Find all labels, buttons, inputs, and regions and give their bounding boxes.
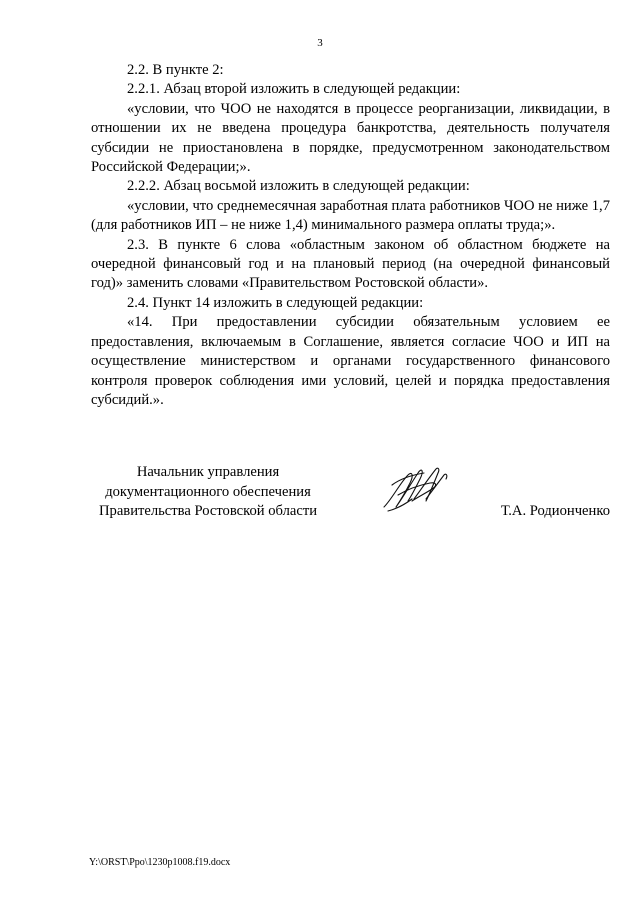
paragraph-2-2-1-text: «условии, что ЧОО не находятся в процессе реорганизации, ликвидации, в отношении их не введена процедура банкротства, деятельность получателя субсидии не приостановлена в порядке, предусмотренном законодательством Российской Федерации;».: [91, 100, 610, 176]
paragraph-2-4: 2.4. Пункт 14 изложить в следующей редакции:: [127, 294, 424, 311]
paragraph-2-2-2: 2.2.2. Абзац восьмой изложить в следующей редакции:: [127, 178, 470, 195]
signatory-title-line-1: Начальник управления: [136, 464, 280, 480]
paragraph-2-2-1: 2.2.1. Абзац второй изложить в следующей редакции:: [127, 81, 461, 98]
page-number: 3: [317, 37, 323, 49]
paragraph-2-4-text: «14. При предоставлении субсидии обязательным условием ее предоставления, включаемым в Соглашение, является согласие ЧОО и ИП на осуществление министерством и органами государственного финансового контроля проверок соблюдения ими условий, целей и порядка предоставления субсидий.».: [91, 314, 610, 408]
signature-block: [88, 463, 610, 533]
signatory-title: [88, 463, 328, 522]
paragraph-2-2: 2.2. В пункте 2:: [127, 62, 224, 78]
paragraph-2-3: 2.3. В пункте 6 слова «областным законом об областном бюджете на очередной финансовый год и на плановый период (на очередной финансовый год)» заменить словами «Правительством Ростовской области».: [91, 236, 610, 292]
signatory-title-line-2: документационного обеспечения: [105, 483, 311, 500]
file-path-footer: Y:\ORST\Ppo\1230p1008.f19.docx: [89, 857, 231, 868]
document-body: [91, 61, 610, 410]
signatory-name: Т.А. Родионченко: [500, 503, 610, 519]
signatory-title-line-3: Правительства Ростовской области: [98, 503, 318, 520]
handwritten-signature: [378, 455, 468, 525]
paragraph-2-2-2-text: «условии, что среднемесячная заработная плата работников ЧОО не ниже 1,7 (для работников ИП – не ниже 1,4) минимального размера оплаты труда;».: [91, 197, 610, 234]
